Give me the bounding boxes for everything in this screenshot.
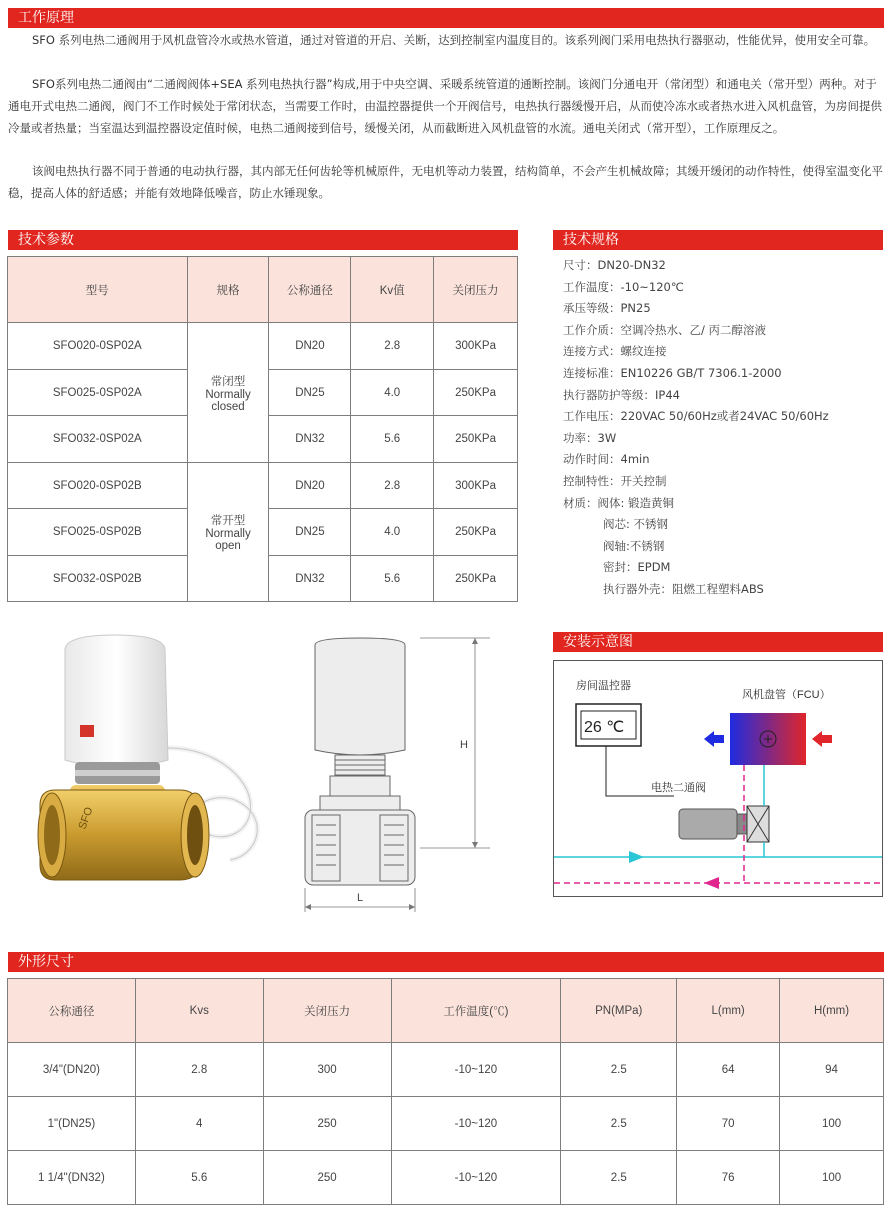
section-title: 外形尺寸 [8, 952, 84, 972]
param-header-spec: 规格 [187, 257, 269, 323]
dim-h-label: H [460, 739, 468, 751]
spec-material-line: 执行器外壳：阻燃工程塑料ABS [603, 581, 764, 596]
table-row: SFO032-0SP02B DN32 5.6 250KPa [8, 556, 518, 602]
warm-air-arrow-icon [812, 731, 832, 747]
dim-header-h: H(mm) [780, 979, 884, 1043]
principle-paragraph-2: SFO系列电热二通阀由“二通阀阀体+SEA 系列电热执行器”构成,用于中央空调、采暖系统管道的通断控制。该阀门分通电开（常闭型）和通电关（常开型）两种。对于通电开式电热二通阀，阀门不工作时候处于常闭状态，当需要工作时，由温控器提供一个开阀信号，电热执行器缓慢开启，从而使冷冻水或者热水进入风机盘管，为房间提供冷量或者热量；当室温达到温控器设定值时候，电热二通阀接到信号，缓慢关闭，从而截断进入风机盘管的水流。通电关闭式（常开型），工作原理反之。 [8, 77, 882, 135]
dim-header-kvs: Kvs [135, 979, 263, 1043]
dim-header-pn: PN(MPa) [561, 979, 677, 1043]
spec-material-line: 密封：EPDM [603, 560, 671, 575]
dim-table [7, 978, 884, 1205]
param-header-dn: 公称通径 [269, 257, 351, 323]
spec-line: 连接方式：螺纹连接 [563, 344, 667, 359]
body-engraving: SFO [76, 805, 96, 832]
section-title: 安装示意图 [553, 632, 643, 652]
section-title: 技术参数 [8, 230, 84, 250]
cold-air-arrow-icon [704, 731, 724, 747]
spec-line: 动作时间：4min [563, 452, 650, 467]
section-title: 工作原理 [8, 8, 84, 28]
spec-list [563, 255, 829, 601]
param-table [7, 256, 518, 602]
spec-material-line: 阀轴:不锈钢 [603, 538, 665, 553]
valve-label: 电热二通阀 [651, 782, 706, 794]
table-row: 1"(DN25) 4 250 -10~120 2.5 70 100 [8, 1097, 884, 1151]
table-row: 3/4"(DN20) 2.8 300 -10~120 2.5 64 94 [8, 1043, 884, 1097]
param-header-model: 型号 [8, 257, 188, 323]
spec-line: 连接标准：EN10226 GB/T 7306.1-2000 [563, 365, 782, 380]
spec-line: 工作介质：空调冷热水、乙/ 丙二醇溶液 [563, 322, 767, 337]
valve-dimension-drawing [300, 630, 495, 915]
supply-flow-arrow-icon [629, 851, 644, 863]
thermostat-label: 房间温控器 [576, 680, 631, 692]
indicator-window [80, 725, 94, 737]
thermostat-display: 26 ℃ [584, 719, 625, 736]
section-header-principle [8, 8, 884, 28]
spec-cell-open: 常开型 Normally open [187, 463, 269, 602]
principle-paragraph-1: SFO 系列电热二通阀用于风机盘管冷水或热水管道，通过对管道的开启、关断，达到控制室内温度目的。该系列阀门采用电热执行器驱动，性能优异，使用安全可靠。 [32, 33, 876, 47]
spec-line: 承压等级：PN25 [563, 301, 651, 316]
table-row: SFO020-0SP02A 常闭型 Normally closed DN20 2.8 300KPa [8, 323, 518, 370]
section-header-install [553, 632, 883, 652]
spec-cell-closed: 常闭型 Normally closed [187, 323, 269, 463]
table-row: SFO025-0SP02B DN25 4.0 250KPa [8, 509, 518, 556]
section-title: 技术规格 [553, 230, 629, 250]
table-row: SFO032-0SP02A DN32 5.6 250KPa [8, 416, 518, 463]
install-diagram [553, 660, 883, 897]
table-row: 1 1/4"(DN32) 5.6 250 -10~120 2.5 76 100 [8, 1151, 884, 1205]
spec-line: 执行器防护等级：IP44 [563, 387, 680, 402]
spec-material-line: 阀芯: 不锈钢 [603, 517, 669, 532]
spec-line: 控制特性：开关控制 [563, 473, 667, 488]
valve-actuator [679, 809, 737, 839]
param-header-pressure: 关闭压力 [434, 257, 518, 323]
spec-line: 工作电压：220VAC 50/60Hz或者24VAC 50/60Hz [563, 409, 829, 424]
param-header-kv: Kv值 [351, 257, 434, 323]
spec-line: 材质：阀体: 锻造黄铜 [563, 495, 675, 510]
dim-header-pressure: 关闭压力 [263, 979, 391, 1043]
section-header-dims [8, 952, 884, 972]
section-header-params [8, 230, 518, 250]
spec-line: 尺寸：DN20-DN32 [563, 258, 666, 272]
principle-paragraph-3: 该阀电热执行器不同于普通的电动执行器，其内部无任何齿轮等机械原件，无电机等动力装置，结构简单，不会产生机械故障；其缓开缓闭的动作特性，使得室温变化平稳，提高人体的舒适感；并能有效地降低噪音，防止水锤现象。 [8, 164, 883, 200]
table-row: SFO025-0SP02A DN25 4.0 250KPa [8, 370, 518, 416]
spec-line: 功率：3W [563, 430, 617, 445]
dim-header-temp: 工作温度(℃) [391, 979, 561, 1043]
return-flow-arrow-icon [704, 877, 719, 889]
table-row: SFO020-0SP02B 常开型 Normally open DN20 2.8 300KPa [8, 463, 518, 509]
fcu-label: 风机盘管（FCU） [742, 689, 831, 701]
spec-line: 工作温度：-10~120℃ [563, 279, 684, 294]
valve-product-photo [30, 630, 285, 900]
dim-l-label: L [357, 892, 364, 904]
dim-header-l: L(mm) [677, 979, 780, 1043]
dim-header-dn: 公称通径 [8, 979, 136, 1043]
section-header-specs [553, 230, 883, 250]
